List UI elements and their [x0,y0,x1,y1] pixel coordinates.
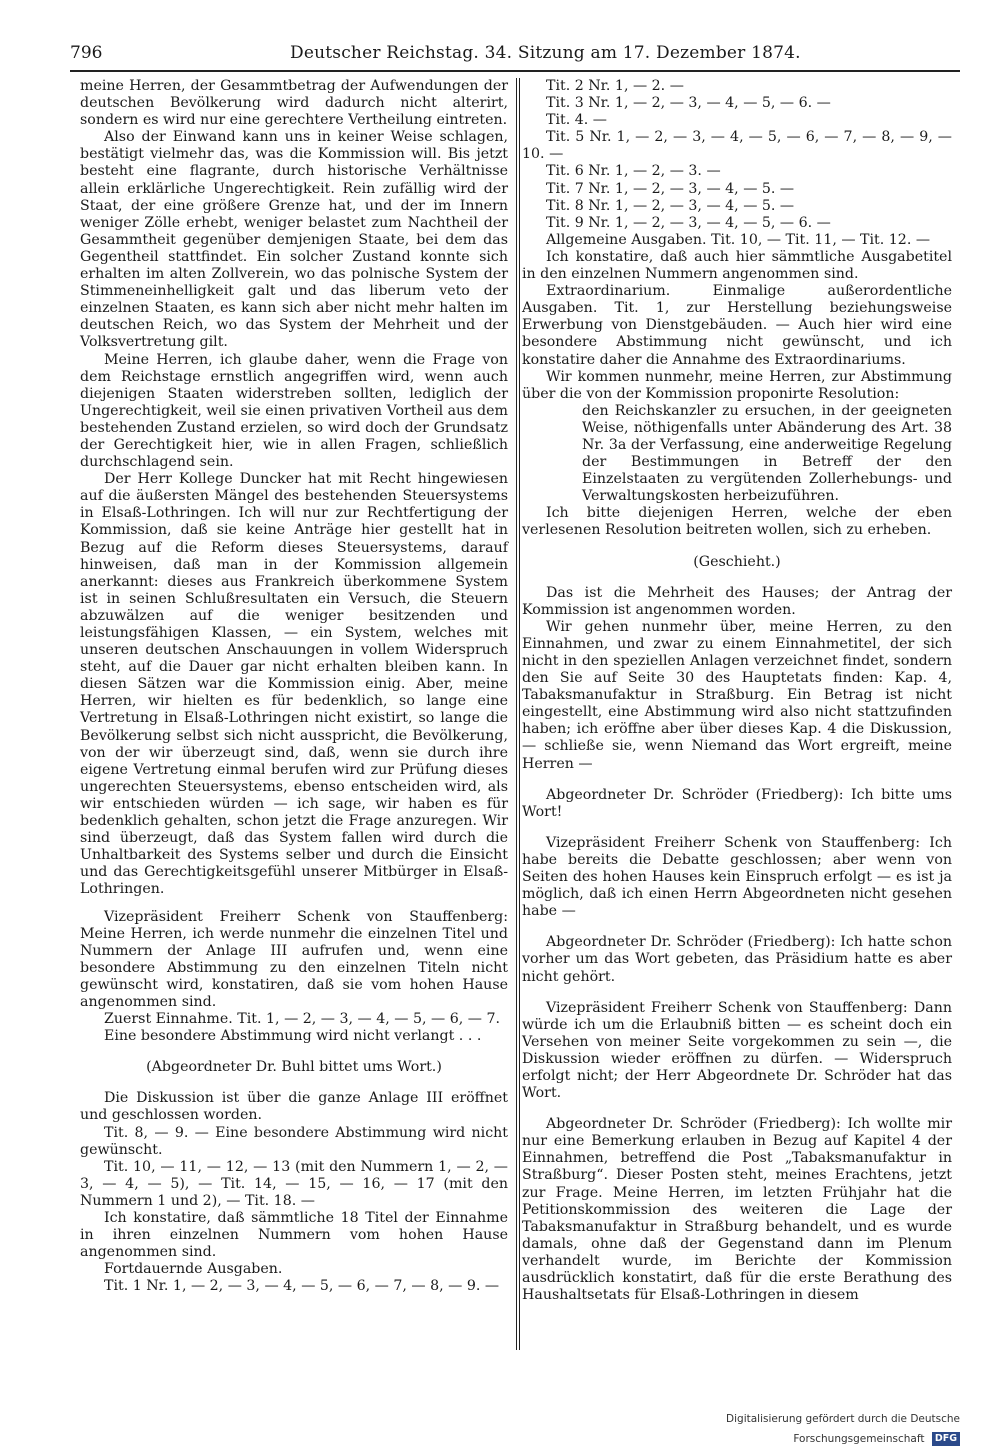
speaker-paragraph: Abgeordneter Dr. Schröder (Friedberg): Ich bitte ums Wort! [522,786,952,820]
paragraph: Tit. 6 Nr. 1, — 2, — 3. — [546,163,721,180]
speaker-paragraph: Vizepräsident Freiherr Schenk von Stauffenberg: Dann würde ich um die Erlaubniß bitten — es scheint doch ein Versehen von meiner Seite vorgekommen zu sein —, die Diskussion wieder eröffnen zu dürfen. — Widerspruch erfolgt nicht; der Herr Abgeordnete Dr. Schröder hat das Wort. [522,999,952,1102]
footer-text: Digitalisierung gefördert durch die Deutsche Forschungsgemeinschaft [726,1413,960,1445]
right-column [522,78,952,1304]
running-title: Deutscher Reichstag. 34. Sitzung am 17. Dezember 1874. [290,43,801,63]
paragraph: Tit. 1 Nr. 1, — 2, — 3, — 4, — 5, — 6, — 7, — 8, — 9. — [104,1278,500,1295]
resolution-quote: den Reichskanzler zu ersuchen, in der geeigneten Weise, nöthigenfalls unter Abänderung des Art. 38 Nr. 3a der Verfassung, eine anderweitige Regelung der Bestimmungen in Betreff der den Einzelstaaten zu vergütenden Zollerhebungs- und Verwaltungskosten herbeizuführen. [582,402,952,505]
paragraph: Tit. 8, — 9. — Eine besondere Abstimmung wird nicht gewünscht. [80,1124,508,1158]
speaker-paragraph: Vizepräsident Freiherr Schenk von Stauffenberg: Ich habe bereits die Debatte geschlossen; aber wenn von Seiten des hohen Hauses kein Einspruch erfolgt — es ist ja möglich, daß ich einen Herrn Abgeordneten nicht gesehen habe — [522,834,952,920]
speaker-paragraph: Abgeordneter Dr. Schröder (Friedberg): Ich wollte mir nur eine Bemerkung erlauben in Bezug auf Kapitel 4 der Einnahmen, betreffend die Post „Tabaksmanufaktur in Straßburg“. Dieser Posten steht, meines Erachtens, jetzt zur Frage. Meine Herren, im letzten Frühjahr hat die Petitionskommission des weiteren die Lage der Tabaksmanufaktur in Straßburg behandelt, und es wurde damals, ohne daß der Gegenstand dann im Plenum verhandelt wurde, im Berichte der Kommission ausdrücklich konstatirt, daß für die erste Berathung des Haushaltsetats für Elsaß-Lothringen in diesem [522,1116,952,1304]
paragraph: Tit. 10, — 11, — 12, — 13 (mit den Nummern 1, — 2, — 3, — 4, — 5), — Tit. 14, — 15, — 16, — 17 (mit den Nummern 1 und 2), — Tit. 18. — [80,1158,508,1209]
interjection: (Abgeordneter Dr. Buhl bittet ums Wort.) [146,1059,442,1076]
dfg-logo: DFG [932,1432,960,1446]
paragraph: Vizepräsident Freiherr Schenk von Stauffenberg: Meine Herren, ich werde nunmehr die einzelnen Titel und Nummern der Anlage III aufrufen und, wenn eine besondere Abstimmung zu den einzelnen Titeln nicht gewünscht wird, konstatiren, daß sie vom hohen Hause angenommen sind. [80,908,508,1010]
paragraph: Wir gehen nunmehr über, meine Herren, zu den Einnahmen, und zwar zu einem Einnahmetitel, der sich nicht in den speziellen Anlagen verzeichnet findet, sondern den Sie auf Seite 30 des Hauptetats finden: Kap. 4, Tabaksmanufaktur in Straßburg. Ein Betrag ist nicht eingestellt, eine Abstimmung wird also nicht stattzufinden haben; ich eröffne aber über dieses Kap. 4 die Diskussion, — schließe sie, wenn Niemand das Wort ergreift, meine Herren — [522,618,952,772]
paragraph: Extraordinarium. Einmalige außerordentliche Ausgaben. Tit. 1, zur Herstellung beziehungsweise Erwerbung von Dienstgebäuden. — Auch hier wird eine besondere Abstimmung nicht gewünscht, und ich konstatire daher die Annahme des Extraordinariums. [522,283,952,368]
paragraph: Ich konstatire, daß auch hier sämmtliche Ausgabetitel in den einzelnen Nummern angenommen sind. [522,248,952,283]
left-column [80,78,508,1295]
paragraph: Tit. 7 Nr. 1, — 2, — 3, — 4, — 5. — [546,180,795,197]
paragraph: meine Herren, der Gesammtbetrag der Aufwendungen der deutschen Bevölkerung wird dadurch nicht alterirt, sondern es wird nur eine gerechtere Vertheilung eintreten. [80,78,508,129]
paragraph: Tit. 9 Nr. 1, — 2, — 3, — 4, — 5, — 6. — [546,214,831,231]
paragraph: Zuerst Einnahme. Tit. 1, — 2, — 3, — 4, — 5, — 6, — 7. [104,1011,501,1028]
page-number: 796 [70,43,103,63]
interjection: (Geschieht.) [693,553,781,570]
paragraph: Tit. 5 Nr. 1, — 2, — 3, — 4, — 5, — 6, — 7, — 8, — 9, — 10. — [522,129,952,163]
column-divider [516,78,520,1350]
paragraph: Ich bitte diejenigen Herren, welche der eben verlesenen Resolution beitreten wollen, sich zu erheben. [522,505,952,539]
header-rule [70,70,960,72]
page-header [70,38,958,68]
speaker-paragraph: Abgeordneter Dr. Schröder (Friedberg): Ich hatte schon vorher um das Wort gebeten, das Präsidium hatte es aber nicht gehört. [522,934,952,985]
paragraph: Tit. 2 Nr. 1, — 2. — [546,78,684,94]
paragraph: Tit. 8 Nr. 1, — 2, — 3, — 4, — 5. — [546,197,795,214]
section-heading: Fortdauernde Ausgaben. [104,1261,283,1278]
paragraph: Das ist die Mehrheit des Hauses; der Antrag der Kommission ist angenommen worden. [522,584,952,618]
paragraph: Tit. 3 Nr. 1, — 2, — 3, — 4, — 5, — 6. — [546,95,831,112]
paragraph: Die Diskussion ist über die ganze Anlage III eröffnet und geschlossen worden. [80,1090,508,1124]
digitization-footer [600,1409,960,1445]
paragraph: Eine besondere Abstimmung wird nicht verlangt . . . [104,1028,482,1045]
paragraph: Also der Einwand kann uns in keiner Weise schlagen, bestätigt vielmehr das, was die Kommission will. Bis jetzt besteht eine flagrante, durch historische Verhältnisse allein erklärliche Ungerechtigkeit. Rein zufällig wird der Staat, der eine größere Grenze hat, und der im Innern weniger Zölle erhebt, weniger belastet zum Nachtheil der Gesammtheit gegenüber demjenigen Staate, bei dem das Gegentheil stattfindet. Ein solcher Zustand konnte sich erhalten im alten Zollverein, wo das polnische System der Stimmeneinhelligkeit galt und das liberum veto der einzelnen Staaten, es kann sich aber nicht mehr halten im deutschen Reich, wo das System der Mehrheit und der Volksvertretung gilt. [80,129,508,351]
paragraph: Allgemeine Ausgaben. Tit. 10, — Tit. 11, — Tit. 12. — [546,231,931,248]
paragraph: Ich konstatire, daß sämmtliche 18 Titel der Einnahme in ihren einzelnen Nummern vom hohen Hause angenommen sind. [80,1210,508,1261]
paragraph: Tit. 4. — [546,112,607,129]
paragraph: Meine Herren, ich glaube daher, wenn die Frage von dem Reichstage ernstlich angegriffen wird, wenn auch diejenigen Staaten widerstreben sollten, lediglich der Ungerechtigkeit, weil sie einen privativen Vortheil aus dem bestehenden Zustand erzielen, so wird doch der Grundsatz der Gerechtigkeit hier, wie in allen Fragen, schließlich durchschlagend sein. [80,351,508,471]
paragraph: Der Herr Kollege Duncker hat mit Recht hingewiesen auf die äußersten Mängel des bestehenden Steuersystems in Elsaß-Lothringen. Ich will nur zur Rechtfertigung der Kommission, daß sie keine Anträge hier gestellt hat in Bezug auf die Reform dieses Steuersystems, darauf hinweisen, daß man in der Kommission allgemein anerkannt: dieses aus Frankreich überkommene System ist in seinen Schlußresultaten ein Versuch, die Steuern abzuwälzen auf die weniger besitzenden und leistungsfähigen Klassen, — ein System, welches mit unseren deutschen Anschauungen in vollem Widerspruch steht, auf die Dauer gar nicht erhalten bleiben kann. In diesen Sätzen war die Kommission einig. Aber, meine Herren, wir hielten es für bedenklich, so lange eine Vertretung in Elsaß-Lothringen nicht existirt, so lange die Bevölkerung selbst sich nicht ausspricht, die Bevölkerung, von der wir überzeugt sind, daß, wenn sie durch ihre eigene Vertretung einmal berufen wird zur Prüfung dieses ungerechten Steuersystems, ebenso entscheiden wird, als wir entschieden würden — ich sage, wir haben es für bedenklich gehalten, schon jetzt die Frage anzuregen. Wir sind überzeugt, daß das System fallen wird durch die Unhaltbarkeit des Systems selber und durch die Einsicht und das Gerechtigkeitsgefühl unserer Mitbürger in Elsaß-Lothringen. [80,471,508,898]
paragraph: Wir kommen nunmehr, meine Herren, zur Abstimmung über die von der Kommission proponirte Resolution: [522,368,952,402]
